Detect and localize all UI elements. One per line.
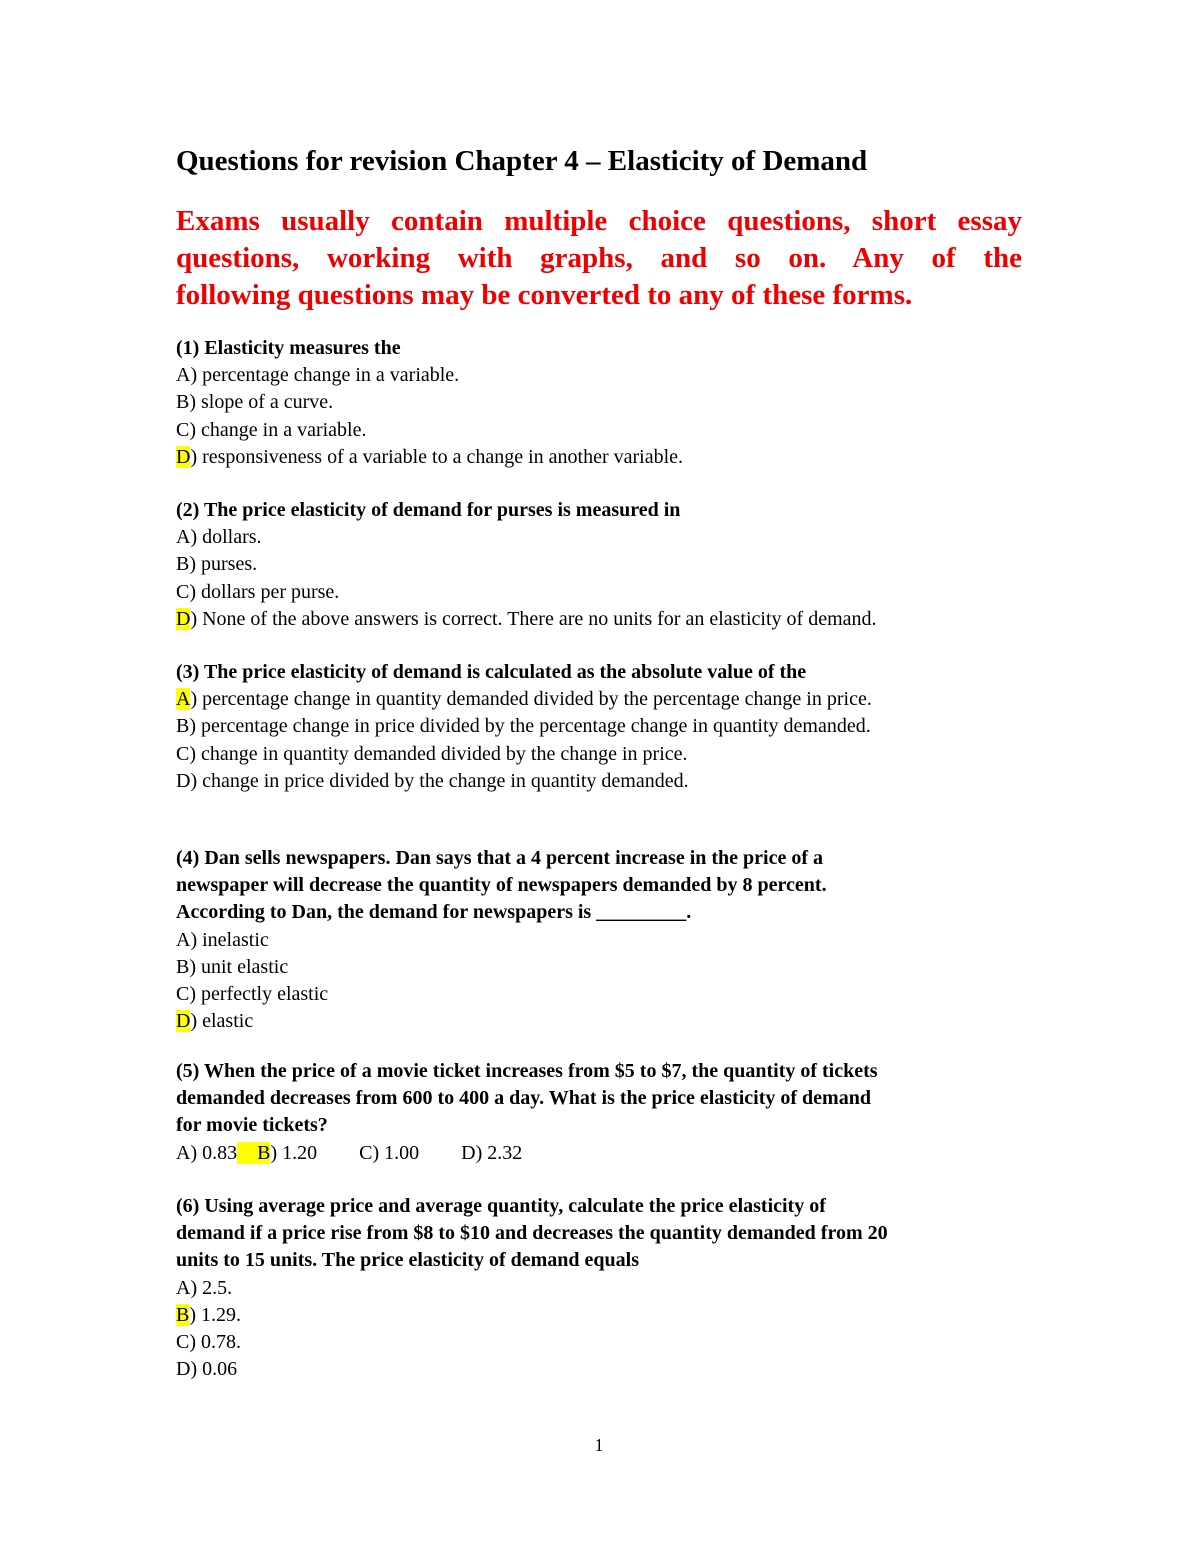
option-text: ) slope of a curve. <box>189 391 334 414</box>
option-text: ) perfectly elastic <box>189 983 329 1006</box>
option-text: ) responsiveness of a variable to a change in another variable. <box>190 445 684 468</box>
option-c <box>176 1329 1026 1356</box>
option-d <box>176 1356 1026 1383</box>
option-c: C) 1.00 <box>359 1141 420 1164</box>
option-d <box>176 1008 1026 1035</box>
notice-line: questions, working with graphs, and so on. Any of the <box>176 242 1022 274</box>
answer-highlight: D <box>176 445 191 468</box>
option-d: D) 2.32 <box>461 1141 523 1164</box>
question-4 <box>176 845 1026 1035</box>
document-page <box>176 0 1026 1553</box>
option-a: A) 0.83 <box>176 1141 238 1164</box>
question-stem: demand if a price rise from $8 to $10 and decreases the quantity demanded from 20 <box>176 1222 888 1245</box>
option-text: ) dollars. <box>190 526 262 549</box>
option-b <box>176 713 1026 740</box>
option-text: ) percentage change in quantity demanded divided by the percentage change in price. <box>190 688 872 711</box>
option-c <box>176 981 1026 1008</box>
option-letter: C <box>176 580 190 603</box>
question-stem: (1) Elasticity measures the <box>176 337 401 359</box>
option-text: ) 2.5. <box>190 1276 233 1299</box>
question-5 <box>176 1058 1026 1167</box>
answer-highlight: B <box>176 1303 190 1326</box>
option-text: ) percentage change in price divided by the percentage change in quantity demanded. <box>189 715 871 738</box>
option-b <box>176 389 1026 416</box>
question-2 <box>176 497 1026 633</box>
option-letter: C <box>176 983 190 1006</box>
option-text: ) percentage change in a variable. <box>190 364 460 387</box>
option-letter: A <box>176 1276 191 1299</box>
option-text: ) purses. <box>189 553 258 576</box>
option-text: ) dollars per purse. <box>189 580 340 603</box>
question-stem: (5) When the price of a movie ticket increases from $5 to $7, the quantity of tickets <box>176 1060 878 1082</box>
option-b <box>176 551 1026 578</box>
option-b <box>176 954 1026 981</box>
question-stem: (3) The price elasticity of demand is calculated as the absolute value of the <box>176 661 807 683</box>
option-d <box>176 444 1026 471</box>
option-a <box>176 1275 1026 1302</box>
option-letter: C <box>176 418 190 441</box>
option-text: ) None of the above answers is correct. There are no units for an elasticity of demand. <box>190 607 877 630</box>
option-text: ) unit elastic <box>189 955 289 978</box>
inline-options <box>176 1140 1026 1167</box>
option-letter: B <box>176 553 190 576</box>
notice-line: Exams usually contain multiple choice questions, short essay <box>176 205 1022 237</box>
question-stem: demanded decreases from 600 to 400 a day. What is the price elasticity of demand <box>176 1087 871 1110</box>
question-stem: (4) Dan sells newspapers. Dan says that a 4 percent increase in the price of a <box>176 847 824 869</box>
option-letter: B <box>176 715 190 738</box>
option-a <box>176 524 1026 551</box>
option-text: ) change in price divided by the change in quantity demanded. <box>190 769 689 792</box>
question-stem: newspaper will decrease the quantity of newspapers demanded by 8 percent. <box>176 874 827 897</box>
question-1 <box>176 335 1026 471</box>
question-stem: (6) Using average price and average quantity, calculate the price elasticity of <box>176 1195 826 1217</box>
question-3 <box>176 659 1026 795</box>
option-a <box>176 686 1026 713</box>
option-c <box>176 417 1026 444</box>
question-6 <box>176 1193 1026 1383</box>
question-stem: (2) The price elasticity of demand for purses is measured in <box>176 499 681 521</box>
option-letter: A <box>176 364 191 387</box>
answer-highlight: B <box>237 1141 271 1164</box>
option-a <box>176 927 1026 954</box>
option-letter: D <box>176 769 191 792</box>
option-text: ) 1.29. <box>189 1303 242 1326</box>
option-d <box>176 768 1026 795</box>
question-stem: for movie tickets? <box>176 1114 328 1137</box>
option-letter: B <box>176 955 190 978</box>
question-stem: units to 15 units. The price elasticity of demand equals <box>176 1249 639 1272</box>
option-a <box>176 362 1026 389</box>
option-c <box>176 579 1026 606</box>
notice-line: following questions may be converted to any of these forms. <box>176 279 913 311</box>
answer-highlight: D <box>176 1010 191 1033</box>
option-text: ) elastic <box>190 1010 254 1033</box>
option-letter: B <box>176 391 190 414</box>
page-number: 1 <box>594 1435 604 1455</box>
answer-highlight: D <box>176 607 191 630</box>
option-letter: D <box>176 1358 191 1381</box>
option-b <box>176 1302 1026 1329</box>
option-text: ) 0.06 <box>190 1358 238 1381</box>
page-title: Questions for revision Chapter 4 – Elasticity of Demand <box>176 145 868 177</box>
option-letter: C <box>176 742 190 765</box>
exam-notice <box>176 203 1022 314</box>
option-b-text: ) 1.20 <box>270 1141 318 1164</box>
option-text: ) change in quantity demanded divided by the change in price. <box>189 742 688 765</box>
option-text: ) change in a variable. <box>189 418 367 441</box>
option-d <box>176 606 1026 633</box>
question-stem: According to Dan, the demand for newspapers is _________. <box>176 901 692 924</box>
option-letter: C <box>176 1331 190 1354</box>
option-text: ) 0.78. <box>189 1331 242 1354</box>
option-letter: A <box>176 526 191 549</box>
option-letter: A <box>176 928 191 951</box>
option-text: ) inelastic <box>190 928 269 951</box>
answer-highlight: A <box>176 688 191 711</box>
option-c <box>176 741 1026 768</box>
